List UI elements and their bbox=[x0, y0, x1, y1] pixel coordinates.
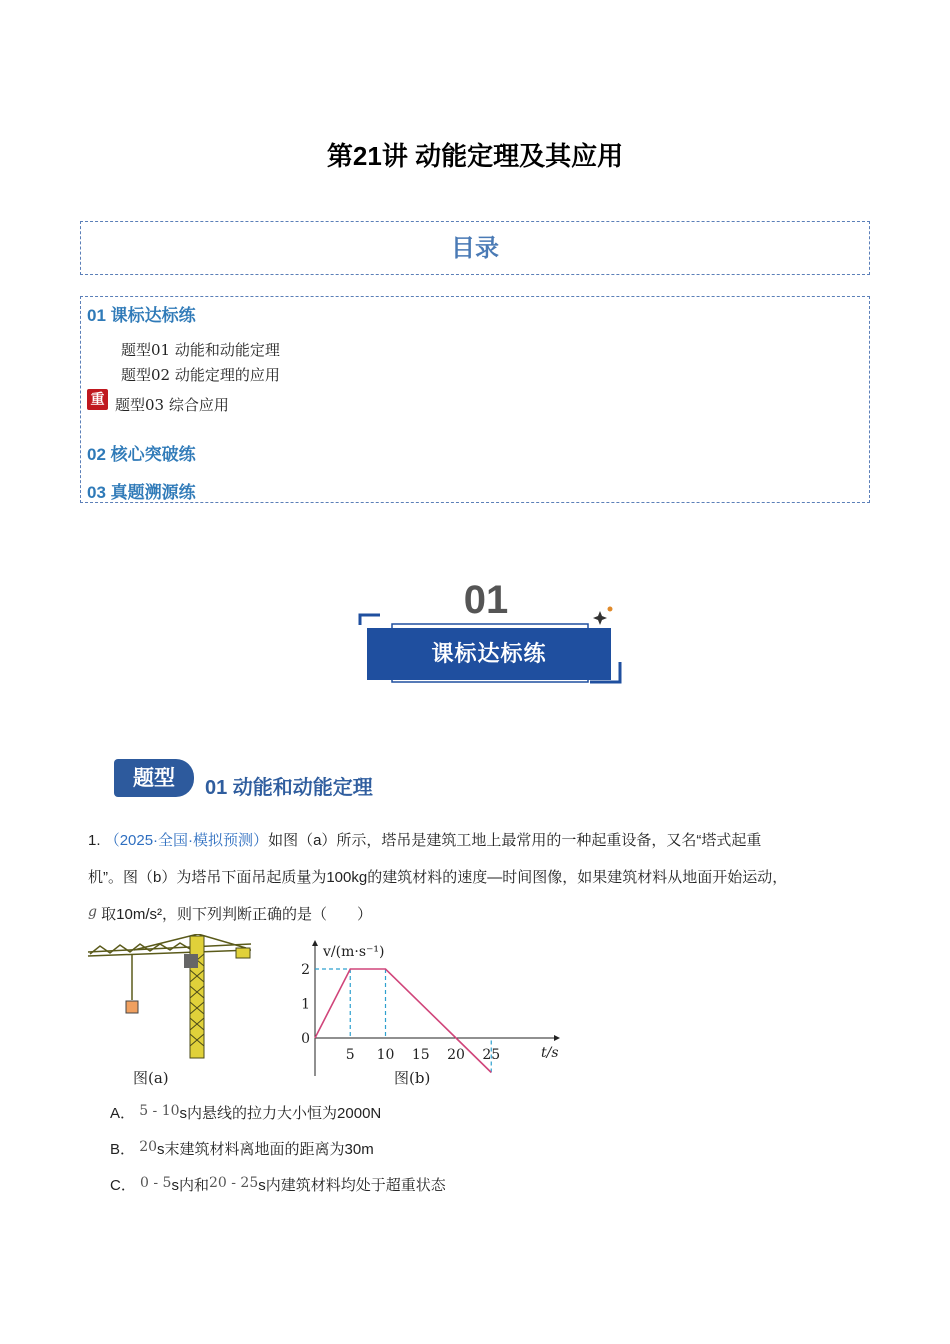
option-c-letter: C． bbox=[110, 1177, 136, 1194]
toc-item-3[interactable]: 题型03 综合应用 bbox=[115, 396, 229, 414]
question-number: 1. bbox=[88, 832, 101, 849]
question-text-3: 取10m/s²，则下列判断正确的是（ ） bbox=[101, 906, 372, 923]
toc-section-3[interactable]: 03 真题溯源练 bbox=[87, 483, 196, 502]
section-number: 01 bbox=[463, 578, 509, 622]
option-c-text: s内和 bbox=[171, 1177, 209, 1194]
x-tick-label: 10 bbox=[376, 1047, 395, 1063]
option-b[interactable] bbox=[110, 1138, 374, 1159]
section-banner-title: 课标达标练 bbox=[431, 641, 547, 666]
x-tick-label: 20 bbox=[447, 1047, 465, 1063]
question-type-label: 01 动能和动能定理 bbox=[205, 777, 373, 799]
option-c-math: 0 - 5 bbox=[140, 1175, 172, 1191]
option-b-math: 20 bbox=[139, 1139, 158, 1155]
option-c-text-2: s内建筑材料均处于超重状态 bbox=[258, 1177, 446, 1194]
toc-section-1[interactable]: 01 课标达标练 bbox=[87, 306, 196, 325]
toc-body bbox=[80, 296, 870, 503]
question-line-3 bbox=[88, 903, 372, 924]
velocity-time-chart bbox=[296, 936, 566, 1080]
toc-heading: 目录 bbox=[451, 235, 499, 262]
option-c-math-2: 20 - 25 bbox=[208, 1175, 259, 1191]
question-source: （2025·全国·模拟预测） bbox=[104, 832, 269, 849]
y-tick-label: 0 bbox=[301, 1031, 310, 1047]
figure-a-caption: 图(a) bbox=[133, 1069, 169, 1087]
x-tick-label: 25 bbox=[482, 1047, 501, 1063]
question-text-2: 机”。图（b）为塔吊下面吊起质量为100kg的建筑材料的速度—时间图像，如果建筑材料从地面开始运动， bbox=[88, 869, 788, 886]
question-type-badge: 题型 bbox=[114, 759, 194, 797]
option-b-text: s末建筑材料离地面的距离为30m bbox=[157, 1141, 374, 1158]
section-banner bbox=[367, 628, 611, 680]
option-a-letter: A． bbox=[110, 1105, 136, 1122]
option-a[interactable] bbox=[110, 1102, 381, 1123]
option-c[interactable] bbox=[110, 1174, 446, 1195]
toc-item-1[interactable]: 题型01 动能和动能定理 bbox=[121, 341, 280, 359]
figure-b-caption: 图(b) bbox=[394, 1069, 431, 1087]
x-tick-label: 15 bbox=[411, 1047, 430, 1063]
question-text-1: 如图（a）所示，塔吊是建筑工地上最常用的一种起重设备，又名“塔式起重 bbox=[268, 832, 762, 849]
y-tick-label: 2 bbox=[301, 962, 310, 978]
x-axis-arrow bbox=[554, 1035, 560, 1041]
x-tick-label: 5 bbox=[345, 1047, 355, 1063]
y-tick-label: 1 bbox=[301, 996, 310, 1013]
g-symbol: g bbox=[88, 904, 97, 920]
option-b-letter: B． bbox=[110, 1141, 136, 1158]
x-axis-label: t/s bbox=[541, 1045, 559, 1061]
option-a-text: s内悬线的拉力大小恒为2000N bbox=[179, 1105, 382, 1122]
toc-heading-box bbox=[80, 221, 870, 275]
y-axis-label: v/(m·s⁻¹) bbox=[323, 944, 385, 960]
y-axis-arrow bbox=[312, 940, 318, 946]
option-a-math: 5 - 10 bbox=[139, 1103, 180, 1119]
important-badge: 重 bbox=[87, 389, 108, 410]
question-line-1 bbox=[88, 829, 761, 850]
toc-item-2[interactable]: 题型02 动能定理的应用 bbox=[121, 366, 280, 384]
toc-section-2[interactable]: 02 核心突破练 bbox=[87, 445, 196, 464]
page-title: 第21讲 动能定理及其应用 bbox=[326, 141, 624, 171]
tower-crane-figure bbox=[86, 934, 256, 1060]
